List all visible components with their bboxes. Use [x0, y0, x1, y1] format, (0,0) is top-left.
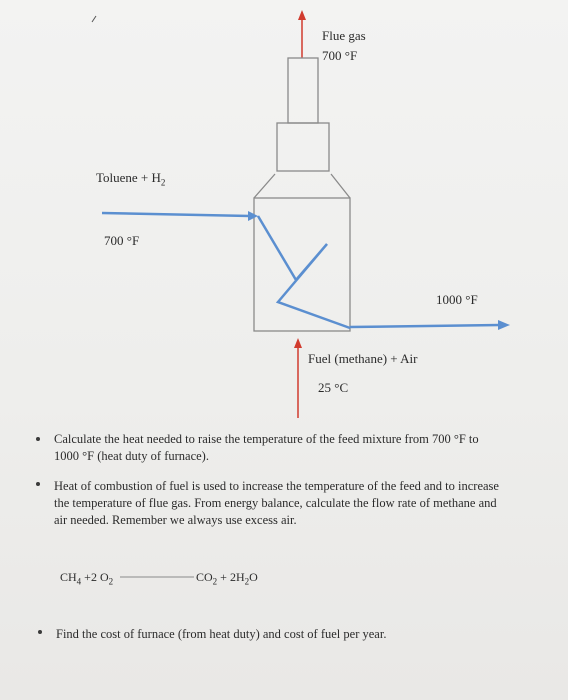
product-h2o-end: O	[249, 570, 258, 584]
question-3: Find the cost of furnace (from heat duty) and cost of fuel per year.	[56, 627, 387, 641]
heating-coil	[258, 216, 350, 328]
flue-gas-temp: 700 °F	[322, 48, 358, 63]
feed-inlet-line	[102, 213, 250, 216]
fuel-label: Fuel (methane) + Air	[308, 351, 418, 366]
flue-gas-arrowhead	[298, 10, 306, 20]
feed-label	[96, 170, 165, 188]
fuel-arrowhead	[294, 338, 302, 348]
feed-label-text: Toluene + H	[96, 170, 161, 185]
bullet-3	[38, 630, 42, 634]
fuel-temp: 25 °C	[318, 380, 349, 395]
stack-lower	[277, 123, 329, 171]
feed-inlet-arrowhead	[248, 211, 258, 221]
hood-left	[254, 174, 275, 198]
reactant-ch4: CH	[60, 570, 77, 584]
product-h2o-sub: 2	[244, 576, 250, 587]
outlet-line	[350, 325, 500, 327]
bullet-1	[36, 437, 40, 441]
stack-upper	[288, 58, 318, 123]
question-1	[54, 431, 554, 465]
question-2-line-3: air needed. Remember we always use excess air.	[54, 513, 297, 527]
reactant-o2-sub: 2	[108, 576, 114, 587]
reaction-arrow	[118, 572, 198, 582]
question-1-line-1: Calculate the heat needed to raise the temperature of the feed mixture from 700 °F to	[54, 432, 479, 446]
question-2-line-1: Heat of combustion of fuel is used to increase the temperature of the feed and to increase	[54, 479, 499, 493]
reactant-ch4-sub: 4	[76, 576, 82, 587]
feed-temp: 700 °F	[104, 233, 140, 248]
question-1-line-2: 1000 °F (heat duty of furnace).	[54, 449, 209, 463]
product-h2o: + 2H	[217, 570, 245, 584]
question-2-line-2: the temperature of flue gas. From energy balance, calculate the flow rate of methane and	[54, 496, 497, 510]
outlet-temp: 1000 °F	[436, 292, 478, 307]
reaction-products	[196, 570, 258, 586]
product-co2: CO	[196, 570, 213, 584]
feed-label-sub: 2	[160, 177, 166, 188]
pen-mark	[92, 16, 96, 22]
question-2	[54, 478, 559, 529]
reaction-reactants	[60, 570, 113, 586]
flue-gas-label: Flue gas	[322, 28, 366, 43]
outlet-arrowhead	[498, 320, 510, 330]
bullet-2	[36, 482, 40, 486]
hood-right	[331, 174, 350, 198]
reactant-o2: +2 O	[81, 570, 109, 584]
product-co2-sub: 2	[212, 576, 218, 587]
